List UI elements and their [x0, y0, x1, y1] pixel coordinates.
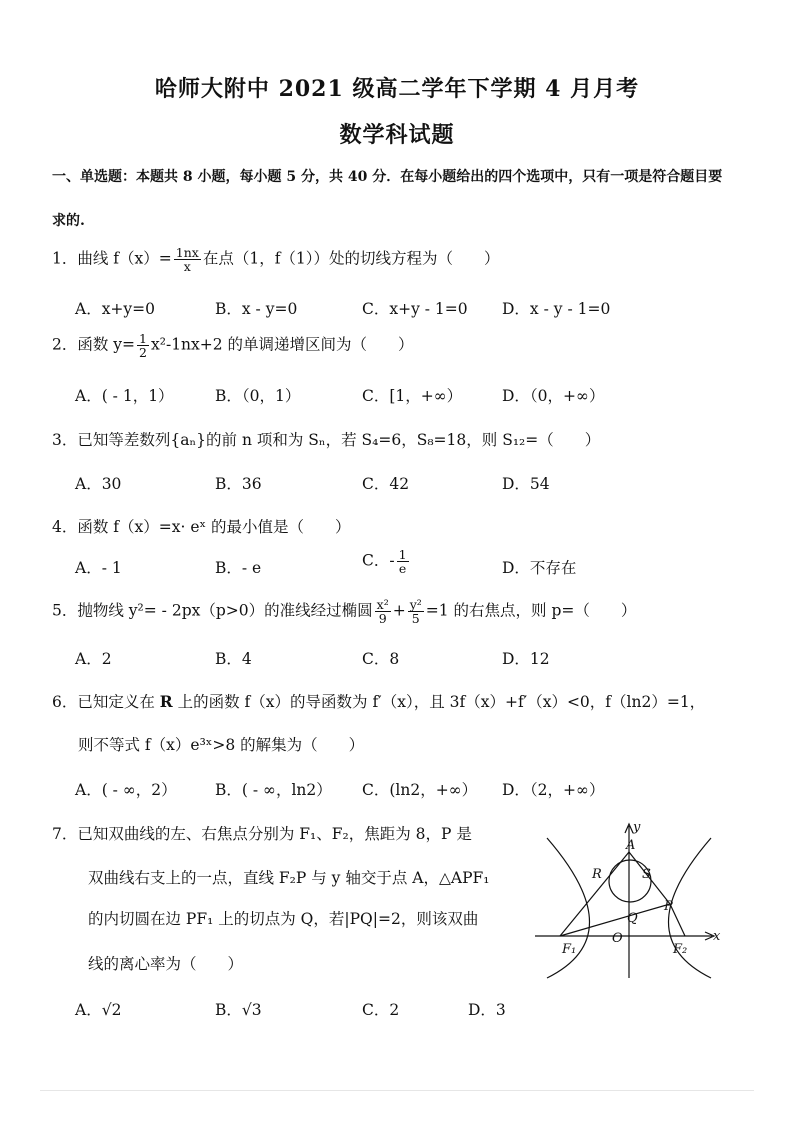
- q7-option-b[interactable]: B．√3: [215, 1001, 262, 1019]
- label-s: S: [642, 867, 651, 882]
- q6-line1-post: 上的函数 f（x）的导函数为 f′（x），且 3f（x）+f′（x）<0，f（ln2）=1，: [172, 693, 706, 711]
- q2-option-c[interactable]: C．[1，+∞）: [362, 387, 463, 405]
- q3-option-c[interactable]: C．42: [362, 475, 410, 493]
- q4-optc-den: e: [398, 561, 407, 577]
- q6-option-c[interactable]: C．(ln2，+∞）: [362, 781, 478, 799]
- label-r: R: [592, 867, 602, 882]
- q1-option-c[interactable]: C．x+y - 1=0: [362, 300, 468, 318]
- q5-option-b[interactable]: B．4: [215, 650, 252, 668]
- label-f1: F₁: [562, 942, 577, 957]
- question-6-line2: 则不等式 f（x）e³ˣ>8 的解集为（ ）: [78, 736, 365, 754]
- q5-fraction-y: [408, 598, 424, 625]
- q2-option-a[interactable]: A．( - 1，1）: [75, 387, 174, 405]
- label-a: A: [626, 838, 636, 853]
- exam-subtitle: 数学科试题: [339, 122, 455, 148]
- q6-option-d[interactable]: D．（2，+∞）: [502, 781, 605, 799]
- q5-post: =1 的右焦点，则 p=（ ）: [425, 601, 637, 620]
- q5-frac1-num: x²: [376, 597, 389, 612]
- q3-option-a[interactable]: A．30: [75, 475, 122, 493]
- q4-option-c[interactable]: [362, 548, 411, 575]
- q7-option-a[interactable]: A．√2: [75, 1001, 122, 1019]
- label-q: Q: [627, 911, 638, 926]
- q7-option-c[interactable]: C．2: [362, 1001, 400, 1019]
- q1-option-a[interactable]: A．x+y=0: [75, 300, 156, 318]
- q2-option-b[interactable]: B．（0，1）: [215, 387, 301, 405]
- q1-pre: 1．曲线 f（x）=: [52, 249, 172, 268]
- hyperbola-figure: [532, 818, 732, 983]
- q4-option-d[interactable]: D．不存在: [502, 559, 577, 577]
- label-o: O: [612, 931, 623, 946]
- q5-option-d[interactable]: D．12: [502, 650, 550, 668]
- question-2: [52, 332, 414, 359]
- q5-option-c[interactable]: C．8: [362, 650, 400, 668]
- q6-R: R: [159, 692, 173, 711]
- question-7-line1: 7．已知双曲线的左、右焦点分别为 F₁、F₂，焦距为 8，P 是: [52, 825, 472, 843]
- q2-frac-den: 2: [139, 345, 147, 361]
- q5-plus: +: [392, 601, 406, 620]
- question-7-line4: 线的离心率为（ ）: [88, 955, 244, 973]
- q5-fraction-x: [375, 598, 391, 625]
- q5-pre: 5．抛物线 y²= - 2px（p>0）的准线经过椭圆: [52, 601, 373, 620]
- q2-post: x²-1nx+2 的单调递增区间为（ ）: [151, 335, 414, 354]
- q1-option-b[interactable]: B．x - y=0: [215, 300, 298, 318]
- question-1: [52, 246, 500, 273]
- q1-frac-num: 1nx: [175, 245, 199, 260]
- question-7-line2: 双曲线右支上的一点，直线 F₂P 与 y 轴交于点 A，△APF₁: [88, 869, 490, 887]
- question-3: 3．已知等差数列{aₙ}的前 n 项和为 Sₙ，若 S₄=6，S₈=18，则 S₁₂=（ ）: [52, 431, 601, 449]
- question-7-line3: 的内切圆在边 PF₁ 上的切点为 Q，若|PQ|=2，则该双曲: [88, 910, 479, 928]
- q3-option-b[interactable]: B．36: [215, 475, 262, 493]
- q2-option-d[interactable]: D．（0，+∞）: [502, 387, 605, 405]
- label-x: x: [713, 929, 721, 944]
- section-instructions-line2: 求的.: [52, 213, 85, 229]
- q1-fraction: [174, 246, 201, 273]
- hyperbola-right-branch: [669, 838, 712, 978]
- q5-frac1-den: 9: [378, 611, 387, 627]
- q4-option-b[interactable]: B．- e: [215, 559, 262, 577]
- q1-post: 在点（1，f（1））处的切线方程为（ ）: [202, 249, 500, 268]
- q1-option-d[interactable]: D．x - y - 1=0: [502, 300, 611, 318]
- q1-frac-den: x: [183, 259, 191, 275]
- question-6-line1: [52, 690, 705, 712]
- q2-frac-num: 1: [139, 331, 147, 346]
- section-instructions-line1: 一、单选题：本题共 8 小题，每小题 5 分，共 40 分．在每小题给出的四个选项中，只有一项是符合题目要: [52, 169, 723, 185]
- q5-frac2-den: 5: [411, 611, 420, 627]
- label-p: P: [664, 899, 673, 914]
- q5-option-a[interactable]: A．2: [75, 650, 112, 668]
- q2-fraction: [137, 332, 149, 359]
- q4-optc-num: 1: [398, 547, 407, 562]
- q6-line1-pre: 6．已知定义在: [52, 693, 160, 711]
- label-y: y: [633, 820, 641, 835]
- segment-f1-a: [560, 852, 629, 936]
- exam-title: 哈师大附中 2021 级高二学年下学期 4 月月考: [154, 76, 640, 102]
- q4-option-c-label: C．: [362, 551, 390, 570]
- q7-option-d[interactable]: D．3: [468, 1001, 506, 1019]
- q6-option-a[interactable]: A．( - ∞，2）: [75, 781, 177, 799]
- question-5: [52, 598, 636, 625]
- q3-option-d[interactable]: D．54: [502, 475, 550, 493]
- q5-frac2-num: y²: [409, 597, 422, 612]
- q4-option-a[interactable]: A．- 1: [75, 559, 122, 577]
- page-bottom-rule: [40, 1090, 754, 1091]
- q4-option-c-sign: -: [389, 551, 395, 570]
- label-f2: F₂: [673, 942, 688, 957]
- question-4: 4．函数 f（x）=x· eˣ 的最小值是（ ）: [52, 518, 351, 536]
- q2-pre: 2．函数 y=: [52, 335, 136, 354]
- q6-option-b[interactable]: B．( - ∞，ln2）: [215, 781, 332, 799]
- q4-option-c-fraction: [397, 548, 409, 575]
